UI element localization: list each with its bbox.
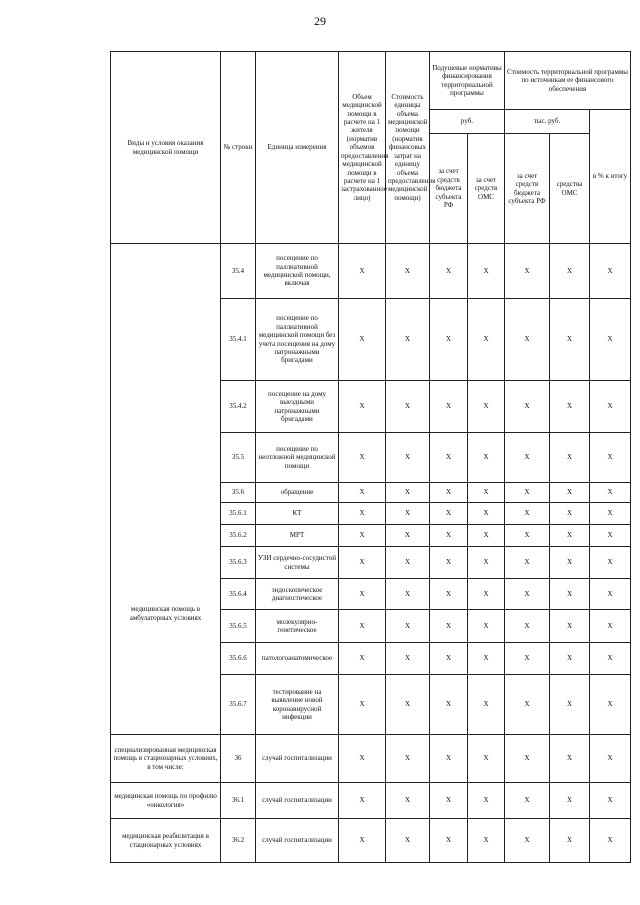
cell-volume: Х xyxy=(339,547,386,579)
cell-oms-thous: Х xyxy=(550,735,590,783)
row-unit: посещение по неотложной медицинской помощи xyxy=(256,433,339,483)
cell-oms-thous: Х xyxy=(550,244,590,299)
header-per-capita: Подушевые нормативы финансирования территориальной программы xyxy=(430,52,505,110)
cell-cost: Х xyxy=(386,735,430,783)
cell-budget-rf-thous: Х xyxy=(505,483,550,503)
cell-budget-rf: Х xyxy=(430,483,468,503)
cell-budget-rf-thous: Х xyxy=(505,579,550,610)
row-number: 35.4.2 xyxy=(221,381,256,433)
cell-oms: Х xyxy=(468,547,505,579)
cell-oms: Х xyxy=(468,433,505,483)
section-specialized: специализированная медицинская помощь в стационарных условиях, в том числе: xyxy=(111,735,221,783)
cell-volume: Х xyxy=(339,381,386,433)
row-number: 35.6.5 xyxy=(221,610,256,643)
header-cost: Стоимость единицы объема медицинской помощи (норматив финансовых затрат на единицу объема предоставления медицинской помощи) xyxy=(386,52,430,244)
cell-percent: Х xyxy=(590,610,631,643)
cell-oms-thous: Х xyxy=(550,579,590,610)
cell-budget-rf-thous: Х xyxy=(505,735,550,783)
row-number: 36.2 xyxy=(221,819,256,863)
cell-volume: Х xyxy=(339,783,386,819)
cell-budget-rf: Х xyxy=(430,610,468,643)
cell-percent: Х xyxy=(590,735,631,783)
cell-oms: Х xyxy=(468,579,505,610)
cell-percent: Х xyxy=(590,299,631,381)
cell-cost: Х xyxy=(386,610,430,643)
row-number: 36 xyxy=(221,735,256,783)
section-oncology: медицинская помощь по профилю «онкология» xyxy=(111,783,221,819)
cell-cost: Х xyxy=(386,643,430,675)
cell-budget-rf: Х xyxy=(430,783,468,819)
cell-oms-thous: Х xyxy=(550,819,590,863)
cell-cost: Х xyxy=(386,381,430,433)
cell-budget-rf-thous: Х xyxy=(505,675,550,735)
cell-budget-rf-thous: Х xyxy=(505,819,550,863)
cell-oms-thous: Х xyxy=(550,299,590,381)
row-unit: патологоанатомическое xyxy=(256,643,339,675)
header-budget-rf: за счет средств бюджета субъекта РФ xyxy=(430,134,468,244)
cell-percent: Х xyxy=(590,819,631,863)
row-number: 35.5 xyxy=(221,433,256,483)
cell-budget-rf: Х xyxy=(430,819,468,863)
cell-cost: Х xyxy=(386,525,430,547)
cell-budget-rf: Х xyxy=(430,381,468,433)
cell-cost: Х xyxy=(386,675,430,735)
cell-percent: Х xyxy=(590,525,631,547)
cell-budget-rf: Х xyxy=(430,503,468,525)
row-number: 35.6.7 xyxy=(221,675,256,735)
header-thous-rub: тыс. руб. xyxy=(505,110,590,134)
row-unit: эндоскопическое диагностическое xyxy=(256,579,339,610)
cell-budget-rf-thous: Х xyxy=(505,610,550,643)
row-unit: случай госпитализации xyxy=(256,819,339,863)
cell-volume: Х xyxy=(339,503,386,525)
cell-volume: Х xyxy=(339,819,386,863)
financing-table xyxy=(110,51,631,863)
cell-cost: Х xyxy=(386,244,430,299)
cell-budget-rf: Х xyxy=(430,547,468,579)
row-unit: УЗИ сердечно-сосудистой системы xyxy=(256,547,339,579)
cell-volume: Х xyxy=(339,643,386,675)
row-number: 35.4 xyxy=(221,244,256,299)
cell-budget-rf-thous: Х xyxy=(505,525,550,547)
row-unit: случай госпитализации xyxy=(256,735,339,783)
row-number: 35.6.3 xyxy=(221,547,256,579)
section-rehab: медицинская реабилитация в стационарных условиях xyxy=(111,819,221,863)
cell-oms: Х xyxy=(468,610,505,643)
cell-budget-rf: Х xyxy=(430,433,468,483)
row-number: 35.6 xyxy=(221,483,256,503)
cell-oms-thous: Х xyxy=(550,381,590,433)
cell-oms: Х xyxy=(468,299,505,381)
row-number: 35.6.2 xyxy=(221,525,256,547)
cell-oms: Х xyxy=(468,783,505,819)
row-unit: случай госпитализации xyxy=(256,783,339,819)
cell-percent: Х xyxy=(590,381,631,433)
cell-budget-rf-thous: Х xyxy=(505,503,550,525)
cell-percent: Х xyxy=(590,433,631,483)
header-unit: Единица измерения xyxy=(256,52,339,244)
header-row-number: № строки xyxy=(221,52,256,244)
row-number: 35.6.4 xyxy=(221,579,256,610)
cell-budget-rf: Х xyxy=(430,735,468,783)
cell-oms-thous: Х xyxy=(550,610,590,643)
cell-percent: Х xyxy=(590,675,631,735)
cell-oms-thous: Х xyxy=(550,547,590,579)
cell-oms: Х xyxy=(468,525,505,547)
cell-volume: Х xyxy=(339,579,386,610)
header-volume: Объем медицинской помощи в расчете на 1 жителя (норматив объемов предоставления медицинской помощи в расчете на 1 застрахованное лицо) xyxy=(339,52,386,244)
row-unit: обращение xyxy=(256,483,339,503)
cell-budget-rf: Х xyxy=(430,579,468,610)
cell-oms-thous: Х xyxy=(550,525,590,547)
page-number: 29 xyxy=(314,14,326,28)
cell-volume: Х xyxy=(339,675,386,735)
row-unit: посещение на дому выездными патронажными бригадами xyxy=(256,381,339,433)
header-budget-rf-thous: за счет средств бюджета субъекта РФ xyxy=(505,134,550,244)
header-type-conditions: Виды и условия оказания медицинской помощи xyxy=(111,52,221,244)
cell-oms: Х xyxy=(468,643,505,675)
cell-cost: Х xyxy=(386,547,430,579)
cell-oms-thous: Х xyxy=(550,643,590,675)
cell-cost: Х xyxy=(386,503,430,525)
cell-volume: Х xyxy=(339,299,386,381)
cell-oms: Х xyxy=(468,503,505,525)
cell-percent: Х xyxy=(590,783,631,819)
cell-oms: Х xyxy=(468,381,505,433)
cell-budget-rf: Х xyxy=(430,525,468,547)
cell-budget-rf-thous: Х xyxy=(505,299,550,381)
row-unit: КТ xyxy=(256,503,339,525)
cell-cost: Х xyxy=(386,579,430,610)
row-number: 35.4.1 xyxy=(221,299,256,381)
cell-oms: Х xyxy=(468,675,505,735)
row-unit: тестирование на выявление новой коронавирусной инфекции xyxy=(256,675,339,735)
cell-oms-thous: Х xyxy=(550,433,590,483)
cell-budget-rf-thous: Х xyxy=(505,783,550,819)
cell-percent: Х xyxy=(590,244,631,299)
header-oms: за счет средств ОМС xyxy=(468,134,505,244)
cell-percent: Х xyxy=(590,503,631,525)
cell-oms: Х xyxy=(468,735,505,783)
cell-cost: Х xyxy=(386,299,430,381)
cell-budget-rf: Х xyxy=(430,675,468,735)
cell-volume: Х xyxy=(339,610,386,643)
cell-percent: Х xyxy=(590,547,631,579)
cell-cost: Х xyxy=(386,433,430,483)
cell-percent: Х xyxy=(590,643,631,675)
cell-volume: Х xyxy=(339,244,386,299)
cell-oms: Х xyxy=(468,819,505,863)
cell-percent: Х xyxy=(590,579,631,610)
cell-volume: Х xyxy=(339,483,386,503)
cell-budget-rf-thous: Х xyxy=(505,244,550,299)
cell-budget-rf: Х xyxy=(430,244,468,299)
cell-oms: Х xyxy=(468,483,505,503)
cell-budget-rf-thous: Х xyxy=(505,433,550,483)
header-oms-thous: средства ОМС xyxy=(550,134,590,244)
cell-volume: Х xyxy=(339,525,386,547)
header-total-cost: Стоимость территориальной программы по источникам ее финансового обеспечения xyxy=(505,52,631,110)
cell-cost: Х xyxy=(386,483,430,503)
cell-budget-rf-thous: Х xyxy=(505,381,550,433)
section-ambulatory: медицинская помощь в амбулаторных условиях xyxy=(111,244,221,735)
cell-budget-rf: Х xyxy=(430,299,468,381)
cell-oms-thous: Х xyxy=(550,675,590,735)
row-number: 36.1 xyxy=(221,783,256,819)
cell-volume: Х xyxy=(339,433,386,483)
cell-cost: Х xyxy=(386,819,430,863)
cell-oms-thous: Х xyxy=(550,783,590,819)
row-unit: посещение по паллиативной медицинской помощи, включая xyxy=(256,244,339,299)
header-rub: руб. xyxy=(430,110,505,134)
header-percent: в % к итогу xyxy=(590,110,631,244)
cell-oms: Х xyxy=(468,244,505,299)
cell-oms-thous: Х xyxy=(550,503,590,525)
row-unit: МРТ xyxy=(256,525,339,547)
row-unit: посещение по паллиативной медицинской помощи без учета посещения на дому патронажными бригадами xyxy=(256,299,339,381)
cell-oms-thous: Х xyxy=(550,483,590,503)
row-number: 35.6.6 xyxy=(221,643,256,675)
cell-budget-rf: Х xyxy=(430,643,468,675)
cell-percent: Х xyxy=(590,483,631,503)
cell-cost: Х xyxy=(386,783,430,819)
cell-budget-rf-thous: Х xyxy=(505,643,550,675)
cell-volume: Х xyxy=(339,735,386,783)
row-unit: молекулярно-генетическое xyxy=(256,610,339,643)
row-number: 35.6.1 xyxy=(221,503,256,525)
cell-budget-rf-thous: Х xyxy=(505,547,550,579)
